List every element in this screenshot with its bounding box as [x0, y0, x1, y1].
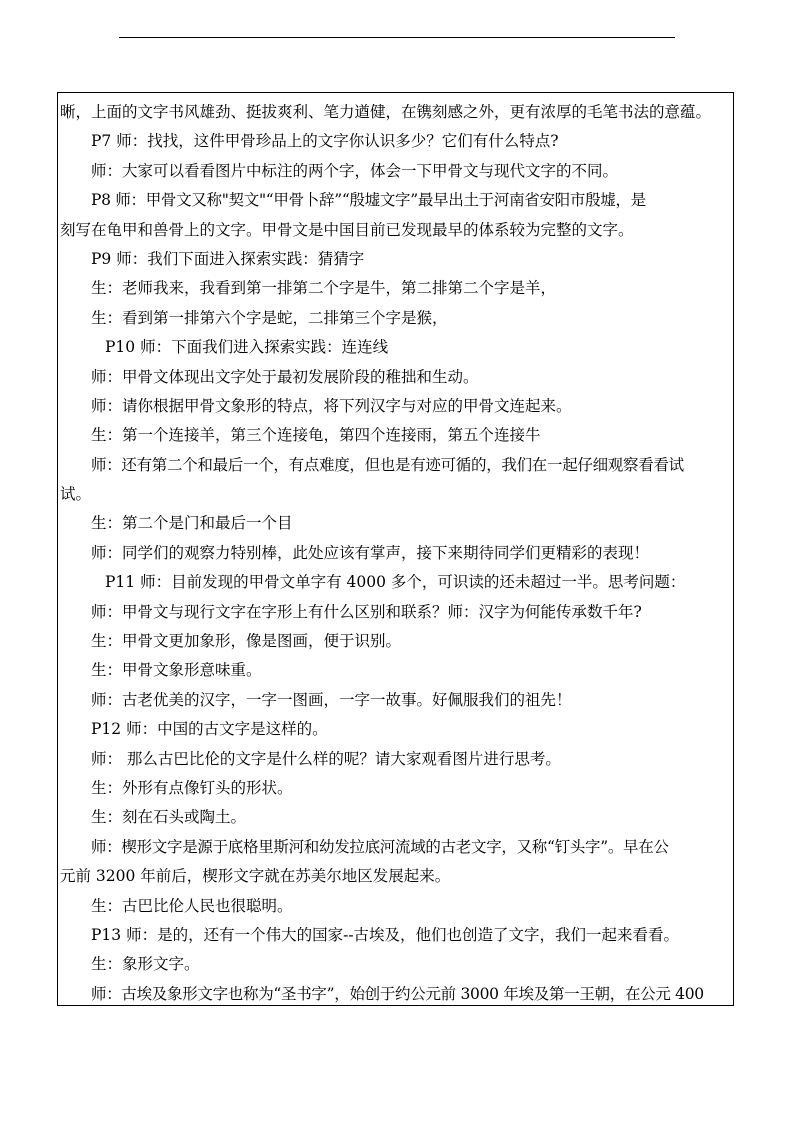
text-line: 晰，上面的文字书风雄劲、挺拔爽利、笔力遒健，在镌刻感之外，更有浓厚的毛笔书法的意蕴。 — [60, 103, 712, 121]
content-table-cell — [57, 92, 734, 1006]
text-line: 生：看到第一排第六个字是蛇，二排第三个字是猴， — [91, 308, 448, 327]
text-line: 师： 那么古巴比伦的文字是什么样的呢？请大家观看图片进行思考。 — [91, 749, 561, 768]
text-line: P7 师：找找，这件甲骨珍品上的文字你认识多少？它们有什么特点? — [91, 132, 559, 151]
text-line: P9 师：我们下面进入探索实践：猜猜字 — [91, 249, 365, 268]
text-line: 生：外形有点像钉头的形状。 — [91, 778, 293, 797]
text-line: 刻写在龟甲和兽骨上的文字。甲骨文是中国目前已发现最早的体系较为完整的文字。 — [60, 220, 634, 239]
lesson-transcript — [60, 98, 730, 1009]
text-line: 生：古巴比伦人民也很聪明。 — [91, 896, 293, 915]
text-line: 师：大家可以看看图片中标注的两个字，体会一下甲骨文与现代文字的不同。 — [91, 161, 619, 180]
text-line: 元前 3200 年前后，楔形文字就在苏美尔地区发展起来。 — [60, 867, 451, 886]
text-line: 试。 — [60, 485, 92, 504]
text-line: 师：楔形文字是源于底格里斯河和幼发拉底河流域的古老文字，又称“钉头字”。早在公 — [91, 837, 669, 856]
text-line: 师：甲骨文与现行文字在字形上有什么区别和联系？师：汉字为何能传承数千年? — [91, 602, 642, 621]
text-line: 生：第一个连接羊，第三个连接龟，第四个连接雨，第五个连接牛 — [91, 426, 541, 445]
header-rule — [119, 37, 675, 38]
text-line: 生：象形文字。 — [91, 955, 200, 974]
text-line: 师：同学们的观察力特别棒，此处应该有掌声，接下来期待同学们更精彩的表现！ — [91, 543, 650, 562]
text-line: 师：请你根据甲骨文象形的特点，将下列汉字与对应的甲骨文连起来。 — [91, 396, 572, 415]
text-line: 生：甲骨文更加象形，像是图画，便于识别。 — [91, 632, 402, 651]
text-line: 师：甲骨文体现出文字处于最初发展阶段的稚拙和生动。 — [91, 367, 479, 386]
text-line: P8 师：甲骨文又称"契文"“甲骨卜辞”“殷墟文字”最早出土于河南省安阳市殷墟，是 — [91, 191, 646, 210]
text-line: P11 师：目前发现的甲骨文单字有 4000 多个，可识读的还未超过一半。思考问题： — [105, 573, 686, 592]
text-line: P13 师：是的，还有一个伟大的国家--古埃及，他们也创造了文字，我们一起来看看。 — [91, 925, 680, 944]
text-line: 生：老师我来，我看到第一排第二个字是牛，第二排第二个字是羊， — [91, 279, 557, 298]
text-line: P10 师：下面我们进入探索实践：连连线 — [105, 338, 389, 357]
text-line: 生：甲骨文象形意味重。 — [91, 661, 262, 680]
text-line: 生：刻在石头或陶土。 — [91, 808, 247, 827]
text-line: 师：古埃及象形文字也称为“圣书字”，始创于约公元前 3000 年埃及第一王朝，在公元 400 — [91, 984, 704, 1003]
text-line: 生：第二个是门和最后一个目 — [91, 514, 293, 533]
text-line: 师：古老优美的汉字，一字一图画，一字一故事。好佩服我们的祖先！ — [91, 690, 572, 709]
text-line: 师：还有第二个和最后一个，有点难度，但也是有迹可循的，我们在一起仔细观察看看试 — [91, 455, 684, 474]
text-line: P12 师：中国的古文字是这样的。 — [91, 720, 328, 739]
